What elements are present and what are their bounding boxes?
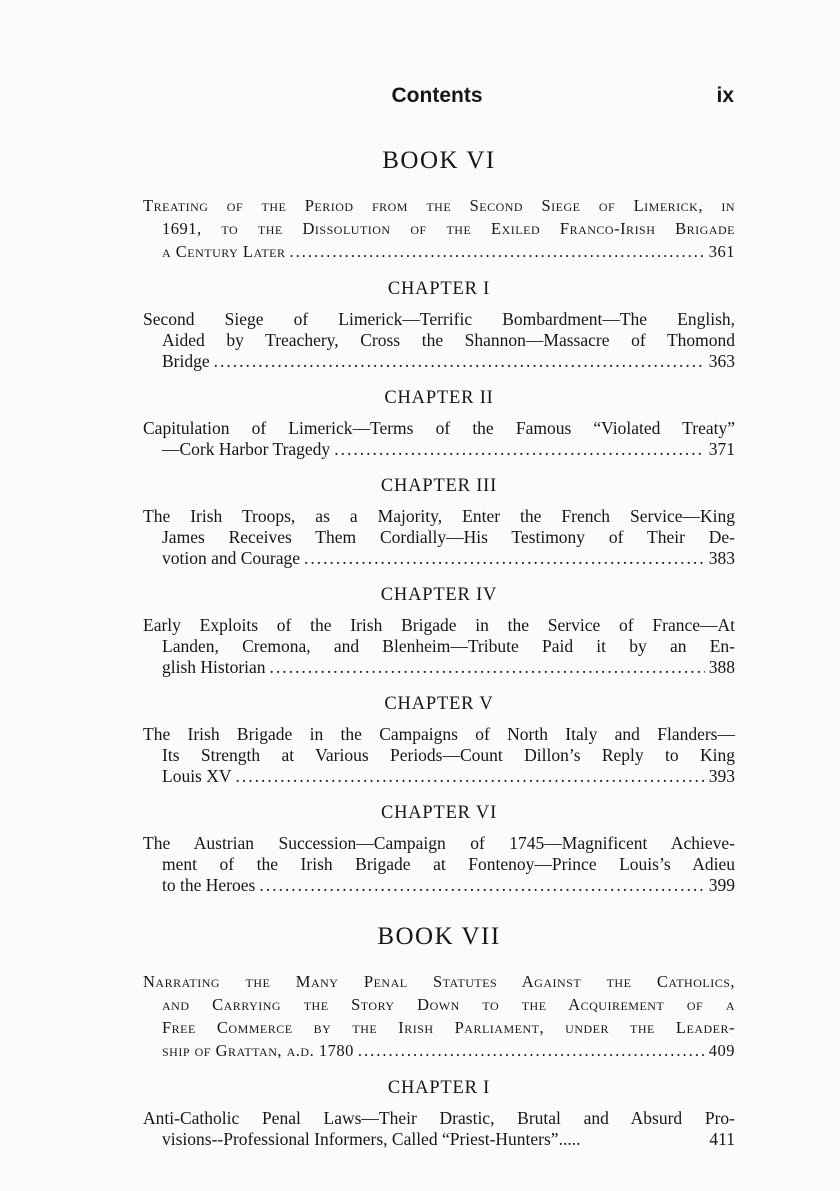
chapter-heading: CHAPTER I: [387, 279, 491, 299]
book-vi-desc-line-1: Treating of the Period from the Second Siege of Limerick, in: [143, 196, 735, 215]
entry-line: Landen, Cremona, and Blenheim—Tribute Paid it by an En-: [162, 636, 735, 656]
running-head-page-number: ix: [716, 84, 734, 107]
book-vi-page: 361: [708, 242, 735, 261]
chapter-entry: [143, 1108, 735, 1150]
entry-page: 399: [708, 875, 735, 895]
chapter-heading: CHAPTER II: [384, 388, 494, 408]
entry-last-line: [143, 439, 735, 460]
book-vii-description: [143, 970, 735, 1062]
entry-line: Second Siege of Limerick—Terrific Bombardment—The English,: [143, 309, 735, 329]
entry-page: 388: [708, 657, 735, 677]
dot-leader: [259, 875, 704, 896]
dot-leader: [290, 240, 705, 263]
entry-page: 363: [708, 351, 735, 371]
dot-leader: [334, 439, 705, 460]
entry-line: The Irish Brigade in the Campaigns of North Italy and Flanders—: [143, 724, 735, 744]
entry-last-line: [143, 875, 735, 896]
book-vii-desc-line-1: Narrating the Many Penal Statutes Against the Catholics,: [143, 972, 735, 991]
book-vii-desc-line-3: Free Commerce by the Irish Parliament, under the Leader-: [162, 1018, 735, 1037]
entry-line: Its Strength at Various Periods—Count Dillon’s Reply to King: [162, 745, 735, 765]
entry-line: James Receives Them Cordially—His Testimony of Their De-: [162, 527, 735, 547]
entry-page: 383: [708, 548, 735, 568]
book-vi-description: [143, 194, 735, 263]
entry-line: The Irish Troops, as a Majority, Enter the French Service—King: [143, 506, 735, 526]
entry-line: Early Exploits of the Irish Brigade in the Service of France—At: [143, 615, 735, 635]
book-vii-desc-line-2: and Carrying the Story Down to the Acquirement of a: [162, 995, 735, 1014]
book-vi-desc-line-2: 1691, to the Dissolution of the Exiled Franco-Irish Brigade: [162, 219, 735, 238]
entry-last-text: Louis XV: [162, 766, 232, 786]
entry-last-line: [143, 766, 735, 787]
entry-page: 411: [709, 1129, 735, 1149]
entry-last-text: Bridge: [162, 351, 210, 371]
entry-last-line: [143, 1129, 735, 1150]
chapter-heading: CHAPTER I: [387, 1078, 491, 1098]
dot-leader: [236, 766, 705, 787]
dot-leader: [270, 657, 705, 678]
chapter-entry: [143, 724, 735, 787]
entry-page: 393: [708, 766, 735, 786]
book-vi-heading: BOOK VI: [382, 147, 496, 174]
chapter-entry: [143, 506, 735, 569]
chapter-entry: [143, 418, 735, 460]
chapter-entry: [143, 615, 735, 678]
entry-page: 371: [708, 439, 735, 459]
chapter-heading: CHAPTER IV: [380, 585, 498, 605]
running-head: [0, 82, 840, 114]
book-vi-desc-last-line: [143, 240, 735, 263]
dot-leader: [358, 1039, 705, 1062]
entry-last-text: —Cork Harbor Tragedy: [162, 439, 331, 459]
book-vii-desc-last-line: [143, 1039, 735, 1062]
book-vii-heading: BOOK VII: [377, 923, 501, 950]
entry-last-line: [143, 657, 735, 678]
entry-last-line: [143, 548, 735, 569]
entry-last-text: votion and Courage: [162, 548, 301, 568]
entry-line: Anti-Catholic Penal Laws—Their Drastic, Brutal and Absurd Pro-: [143, 1108, 735, 1128]
chapter-heading: CHAPTER III: [380, 476, 498, 496]
entry-last-text: visions--Professional Informers, Called “Priest-Hunters”.....: [162, 1129, 581, 1149]
book-vii-desc-last-text: ship of Grattan, a.d. 1780: [162, 1041, 354, 1060]
dot-leader: [304, 548, 705, 569]
entry-last-text: glish Historian: [162, 657, 266, 677]
entry-line: Aided by Treachery, Cross the Shannon—Massacre of Thomond: [162, 330, 735, 350]
entry-line: ment of the Irish Brigade at Fontenoy—Prince Louis’s Adieu: [162, 854, 735, 874]
entry-last-line: [143, 351, 735, 372]
entry-line: The Austrian Succession—Campaign of 1745—Magnificent Achieve-: [143, 833, 735, 853]
chapter-heading: CHAPTER V: [384, 694, 494, 714]
chapter-entry: [143, 309, 735, 372]
book-vi-desc-last-text: a Century Later: [162, 242, 286, 261]
book-vii-page: 409: [708, 1041, 735, 1060]
chapter-heading: CHAPTER VI: [380, 803, 498, 823]
entry-line: Capitulation of Limerick—Terms of the Famous “Violated Treaty”: [143, 418, 735, 438]
dot-leader: [214, 351, 705, 372]
section-gap: [143, 896, 735, 922]
chapter-entry: [143, 833, 735, 896]
entry-last-text: to the Heroes: [162, 875, 256, 895]
running-head-title: Contents: [391, 84, 483, 107]
table-of-contents: [143, 146, 735, 1150]
